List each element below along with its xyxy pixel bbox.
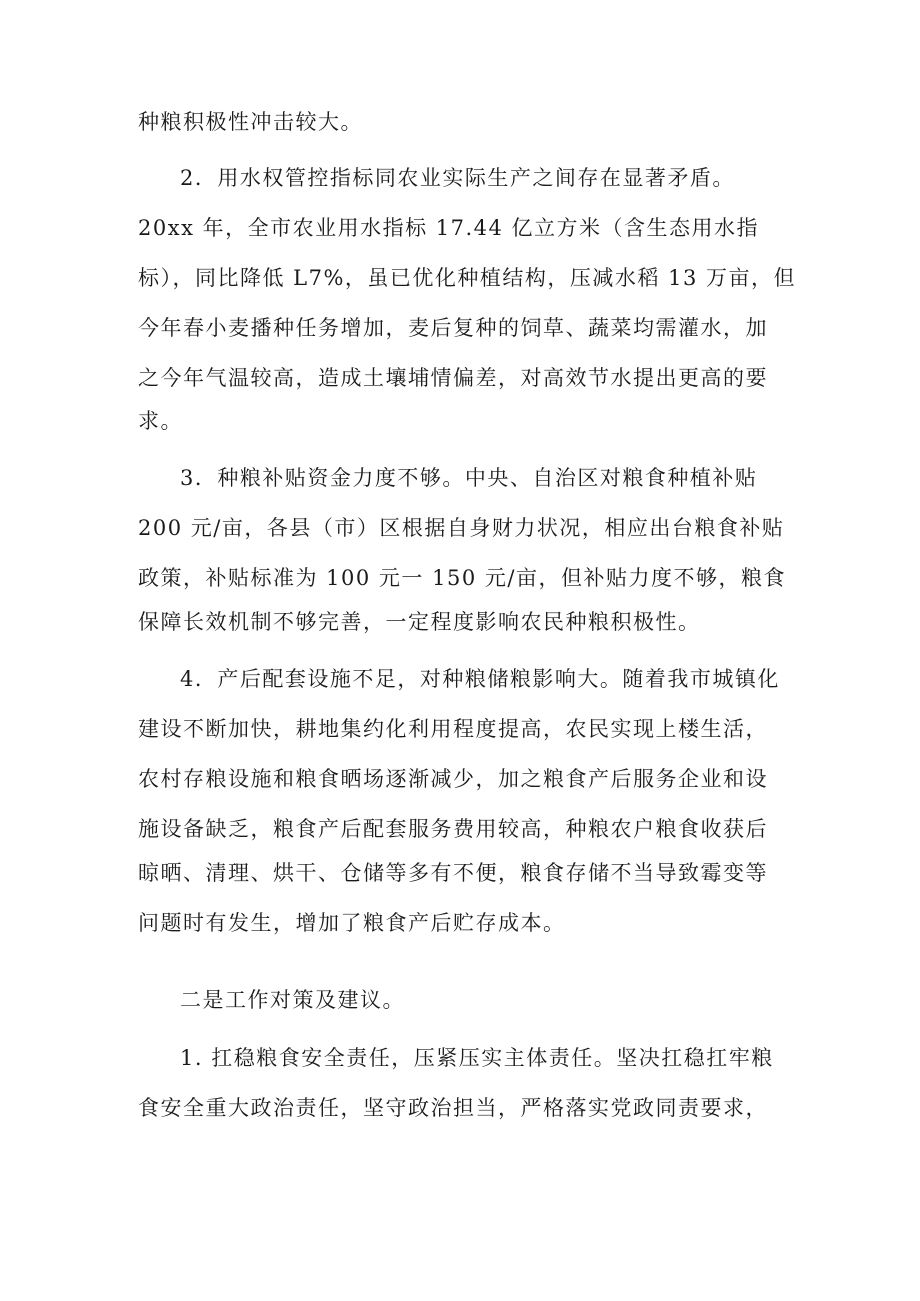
text-line: 4．产后配套设施不足，对种粮储粮影响大。随着我市城镇化 (180, 667, 780, 691)
text-line: 保障长效机制不够完善，一定程度影响农民种粮积极性。 (138, 610, 701, 634)
text-line: 1. 扛稳粮食安全责任，压紧压实主体责任。坚决扛稳扛牢粮 (180, 1046, 774, 1070)
text-line: 晾晒、清理、烘干、仓储等多有不便，粮食存储不当导致霉变等 (138, 861, 768, 885)
text-line: 3．种粮补贴资金力度不够。中央、自治区对粮食种植补贴 (180, 466, 758, 490)
text-line: 农村存粮设施和粮食晒场逐渐减少，加之粮食产后服务企业和设 (138, 767, 768, 791)
text-line: 20xx 年，全市农业用水指标 17.44 亿立方米（含生态用水指 (138, 216, 760, 240)
text-line: 政策，补贴标准为 100 元一 150 元/亩，但补贴力度不够，粮食 (138, 566, 786, 590)
text-line: 标），同比降低 L7%，虽已优化种植结构，压减水稻 13 万亩，但 (138, 266, 797, 290)
section-heading: 二是工作对策及建议。 (180, 988, 405, 1012)
text-line: 之今年气温较高，造成土壤埔情偏差，对高效节水提出更高的要 (138, 366, 768, 390)
text-line: 求。 (138, 409, 183, 433)
text-line: 2．用水权管控指标同农业实际生产之间存在显著矛盾。 (180, 166, 735, 190)
text-line: 食安全重大政治责任，坚守政治担当，严格落实党政同责要求， (138, 1096, 768, 1120)
text-line: 今年春小麦播种任务增加，麦后复种的饲草、蔬菜均需灌水，加 (138, 316, 768, 340)
text-line: 问题时有发生，增加了粮食产后贮存成本。 (138, 911, 566, 935)
text-line: 建设不断加快，耕地集约化利用程度提高，农民实现上楼生活， (138, 717, 768, 741)
text-line: 施设备缺乏，粮食产后配套服务费用较高，种粮农户粮食收获后 (138, 817, 768, 841)
text-line: 种粮积极性冲击较大。 (138, 110, 363, 134)
text-line: 200 元/亩，各县（市）区根据自身财力状况，相应出台粮食补贴 (138, 516, 785, 540)
